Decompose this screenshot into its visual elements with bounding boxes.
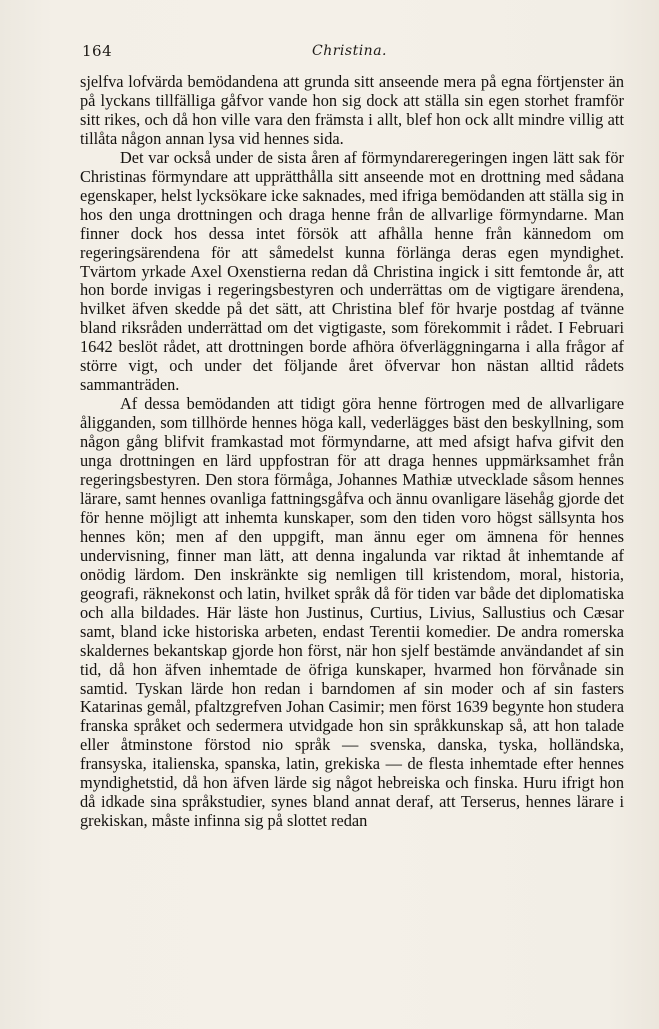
page-header	[82, 42, 622, 66]
page-number: 164	[82, 42, 113, 60]
body-text	[80, 73, 624, 831]
paragraph-2: Det var också under de sista åren af förmyndareregeringen ingen lätt sak för Christinas förmyndare att upprätthålla sitt anseende mot en drottning med sådana egenskaper, helst lycksökare icke saknades, med ifriga bemödanden att ställa sig in hos den unga drottningen och draga henne från de allvarlige förmyndarne. Man finner dock hos dessa intet försök att afhålla henne från kännedom om regeringsärendena för att såmedelst kunna förlänga deras egen myndighet. Tvärtom yrkade Axel Oxenstierna redan då Christina ingick i sitt femtonde år, att hon borde invigas i regeringsbestyren och underrättas om de vigtigare ärendena, hvilket äfven skedde på det sätt, att Christina blef för hvarje postdag af tvänne bland riksråden underrättad om det vigtigaste, som förekommit i rådet. I Februari 1642 beslöt rådet, att drottningen borde afhöra öfverläggningarna i alla frågor af större vigt, och under det följande året öfvervar hon nästan alltid rådets sammanträden.	[80, 147, 624, 395]
running-title: Christina.	[312, 43, 387, 59]
paragraph-3: Af dessa bemödanden att tidigt göra henne förtrogen med de allvarligare åligganden, som tillhörde hennes höga kall, vederlägges bäst den beskyllning, som någon gång blifvit framkastad mot förmyndarne, att med afsigt hafva gifvit den unga drottningen en lärd uppfostran för att draga hennes uppmärksamhet från regeringsbestyren. Den stora förmåga, Johannes Mathiæ utvecklade såsom hennes lärare, samt hennes ovanliga fattningsgåfva och ännu ovanligare läsehåg gjorde det för henne möjligt att inhemta kunskaper, som den tiden voro högst sällsynta hos hennes kön; men af den uppgift, man ännu eger om ämnena för hennes undervisning, finner man lätt, att denna ingalunda var riktad åt inhemtande af onödig lärdom. Den inskränkte sig nemligen till kristendom, moral, historia, geografi, räknekonst och latin, hvilket språk då för tiden var både det diplomatiska och alla bildades. Här läste hon Justinus, Curtius, Livius, Sallustius och Cæsar samt, bland icke historiska arbeten, endast Terentii komedier. De andra romerska skaldernes bekantskap gjorde hon först, när hon sjelf bestämde användandet af sin tid, då hon äfven inhemtade de öfriga kunskaper, hvarmed hon förvånade sin samtid. Tyskan lärde hon redan i barndomen af sin moder och af sin fasters Katarinas gemål, pfaltzgrefven Johan Casimir; men först 1639 begynte hon studera franska språket och sedermera utvidgade hon sin språkkunskap så, att hon talade eller åtminstone förstod nio språk — svenska, danska, tyska, holländska, fransyska, italienska, spanska, latin, grekiska — de flesta inhemtade efter hennes myndighetstid, då hon äfven lärde sig något hebreiska och finska. Huru ifrigt hon då idkade sina språkstudier, synes bland annat deraf, att Terserus, hennes lärare i grekiskan, måste infinna sig på slottet redan	[80, 394, 624, 831]
paragraph-1: sjelfva lofvärda bemödandena att grunda sitt anseende mera på egna förtjenster än på lyckans tillfälliga gåfvor vande hon sig dock att ställa sin egen storhet framför sitt rikes, och då hon ville vara den främsta i allt, blef hon ock allt mindre villig att tillåta någon annan lysa vid hennes sida.	[80, 72, 624, 148]
